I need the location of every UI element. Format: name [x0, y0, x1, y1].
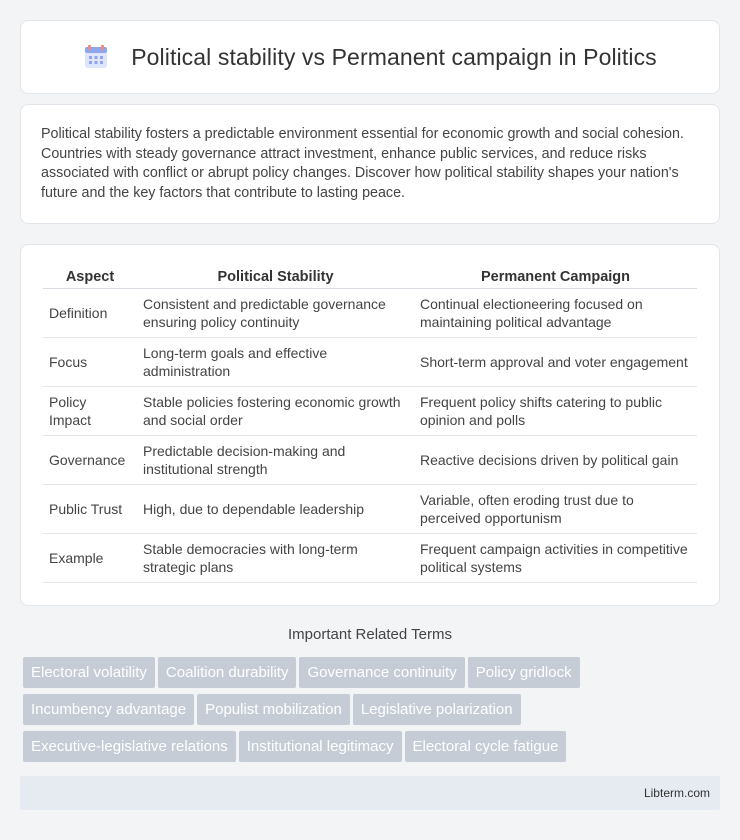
cell-permanent-campaign: Continual electioneering focused on maintaining political advantage [414, 288, 697, 337]
related-term-tag[interactable]: Electoral cycle fatigue [405, 731, 567, 762]
header-card [20, 20, 720, 94]
table-row [43, 288, 697, 337]
cell-political-stability: High, due to dependable leadership [137, 484, 414, 533]
comparison-table-card [20, 244, 720, 606]
intro-card [20, 104, 720, 224]
cell-political-stability: Predictable decision-making and institutional strength [137, 435, 414, 484]
cell-permanent-campaign: Short-term approval and voter engagement [414, 337, 697, 386]
cell-permanent-campaign: Frequent campaign activities in competitive political systems [414, 533, 697, 582]
comparison-table [43, 265, 697, 583]
related-term-tag[interactable]: Electoral volatility [23, 657, 155, 688]
cell-aspect: Policy Impact [43, 386, 137, 435]
related-terms-title: Important Related Terms [288, 626, 452, 643]
cell-political-stability: Consistent and predictable governance ensuring policy continuity [137, 288, 414, 337]
cell-aspect: Focus [43, 337, 137, 386]
cell-permanent-campaign: Frequent policy shifts catering to public opinion and polls [414, 386, 697, 435]
cell-aspect: Definition [43, 288, 137, 337]
table-row [43, 337, 697, 386]
related-term-tag[interactable]: Executive-legislative relations [23, 731, 236, 762]
related-term-tag[interactable]: Institutional legitimacy [239, 731, 402, 762]
related-term-tag[interactable]: Populist mobilization [197, 694, 350, 725]
cell-aspect: Public Trust [43, 484, 137, 533]
related-term-tag[interactable]: Legislative polarization [353, 694, 521, 725]
related-term-tag[interactable]: Governance continuity [299, 657, 464, 688]
intro-text: Political stability fosters a predictable environment essential for economic growth and social cohesion. Countries with steady governance attract investment, enhance public services, and reduce risks associated with conflict or abrupt policy changes. Discover how political stability shapes your nation's future and the key factors that contribute to lasting peace. [41, 126, 684, 201]
header-aspect: Aspect [43, 265, 137, 288]
cell-permanent-campaign: Reactive decisions driven by political gain [414, 435, 697, 484]
table-row [43, 484, 697, 533]
table-row [43, 435, 697, 484]
cell-aspect: Example [43, 533, 137, 582]
calendar-icon [83, 44, 109, 70]
page-title: Political stability vs Permanent campaign in Politics [131, 43, 657, 70]
related-term-tag[interactable]: Incumbency advantage [23, 694, 194, 725]
table-header-row [43, 265, 697, 288]
cell-political-stability: Stable policies fostering economic growth and social order [137, 386, 414, 435]
header-permanent-campaign: Permanent Campaign [414, 265, 697, 288]
table-row [43, 386, 697, 435]
related-terms-list [23, 657, 723, 768]
related-term-tag[interactable]: Policy gridlock [468, 657, 580, 688]
cell-aspect: Governance [43, 435, 137, 484]
cell-political-stability: Long-term goals and effective administration [137, 337, 414, 386]
related-term-tag[interactable]: Coalition durability [158, 657, 297, 688]
cell-political-stability: Stable democracies with long-term strategic plans [137, 533, 414, 582]
footer-site[interactable]: Libterm.com [643, 786, 710, 800]
table-row [43, 533, 697, 582]
header-political-stability: Political Stability [137, 265, 414, 288]
footer [20, 776, 720, 810]
cell-permanent-campaign: Variable, often eroding trust due to perceived opportunism [414, 484, 697, 533]
